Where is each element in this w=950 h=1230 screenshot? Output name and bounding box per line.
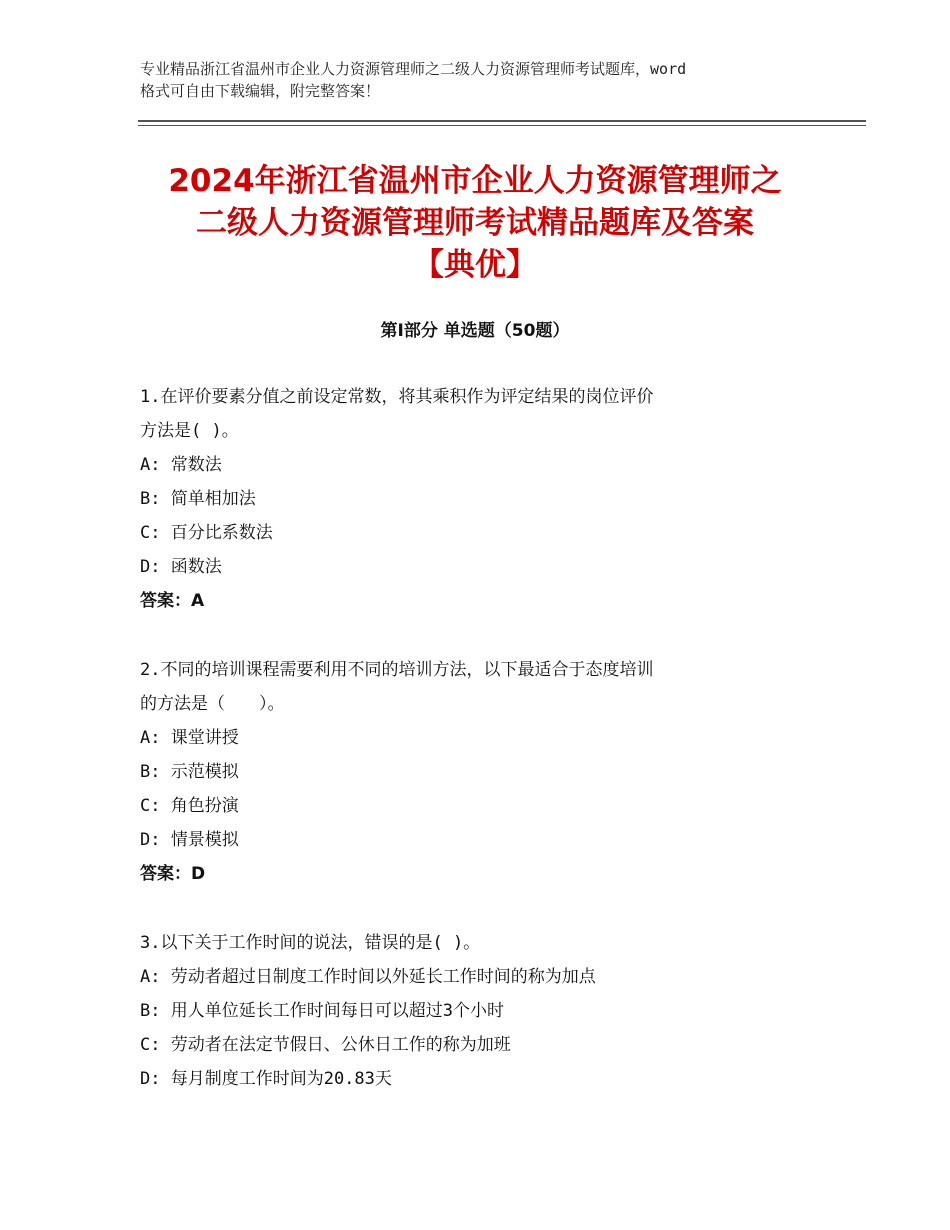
answer-label: 答案：D [140, 864, 206, 884]
section-heading: 第Ⅰ部分 单选题（50题） [380, 321, 570, 341]
option-d: D: 函数法 [140, 557, 222, 577]
option-a: A: 劳动者超过日制度工作时间以外延长工作时间的称为加点 [140, 967, 596, 987]
question-3 [140, 926, 840, 1096]
question-2 [140, 653, 840, 891]
option-d: D: 情景模拟 [140, 830, 239, 850]
header-line-2: 格式可自由下载编辑，附完整答案！ [140, 82, 381, 100]
document-title [100, 160, 850, 286]
option-d: D: 每月制度工作时间为20.83天 [140, 1069, 392, 1089]
title-line-1: 2024年浙江省温州市企业人力资源管理师之 [168, 163, 782, 199]
question-stem-line: 的方法是（ ）。 [140, 694, 285, 714]
option-c: C: 百分比系数法 [140, 523, 273, 543]
answer-label: 答案：A [140, 591, 205, 611]
title-line-2: 二级人力资源管理师考试精品题库及答案 [196, 205, 754, 241]
option-b: B: 简单相加法 [140, 489, 256, 509]
option-a: A: 常数法 [140, 455, 222, 475]
option-b: B: 用人单位延长工作时间每日可以超过3个小时 [140, 1001, 504, 1021]
header-line-1: 专业精品浙江省温州市企业人力资源管理师之二级人力资源管理师考试题库，word [140, 60, 687, 78]
header-divider-thin [138, 125, 866, 126]
question-stem-line: 1.在评价要素分值之前设定常数，将其乘积作为评定结果的岗位评价 [140, 387, 654, 407]
option-c: C: 劳动者在法定节假日、公休日工作的称为加班 [140, 1035, 511, 1055]
question-stem-line: 3.以下关于工作时间的说法，错误的是( )。 [140, 933, 481, 953]
document-header [140, 58, 820, 102]
title-line-3: 【典优】 [413, 247, 537, 283]
question-stem-line: 2.不同的培训课程需要利用不同的培训方法，以下最适合于态度培训 [140, 660, 654, 680]
header-divider-thick [138, 120, 866, 122]
question-stem-line: 方法是( )。 [140, 421, 239, 441]
option-c: C: 角色扮演 [140, 796, 239, 816]
option-b: B: 示范模拟 [140, 762, 239, 782]
option-a: A: 课堂讲授 [140, 728, 239, 748]
question-1 [140, 380, 840, 618]
